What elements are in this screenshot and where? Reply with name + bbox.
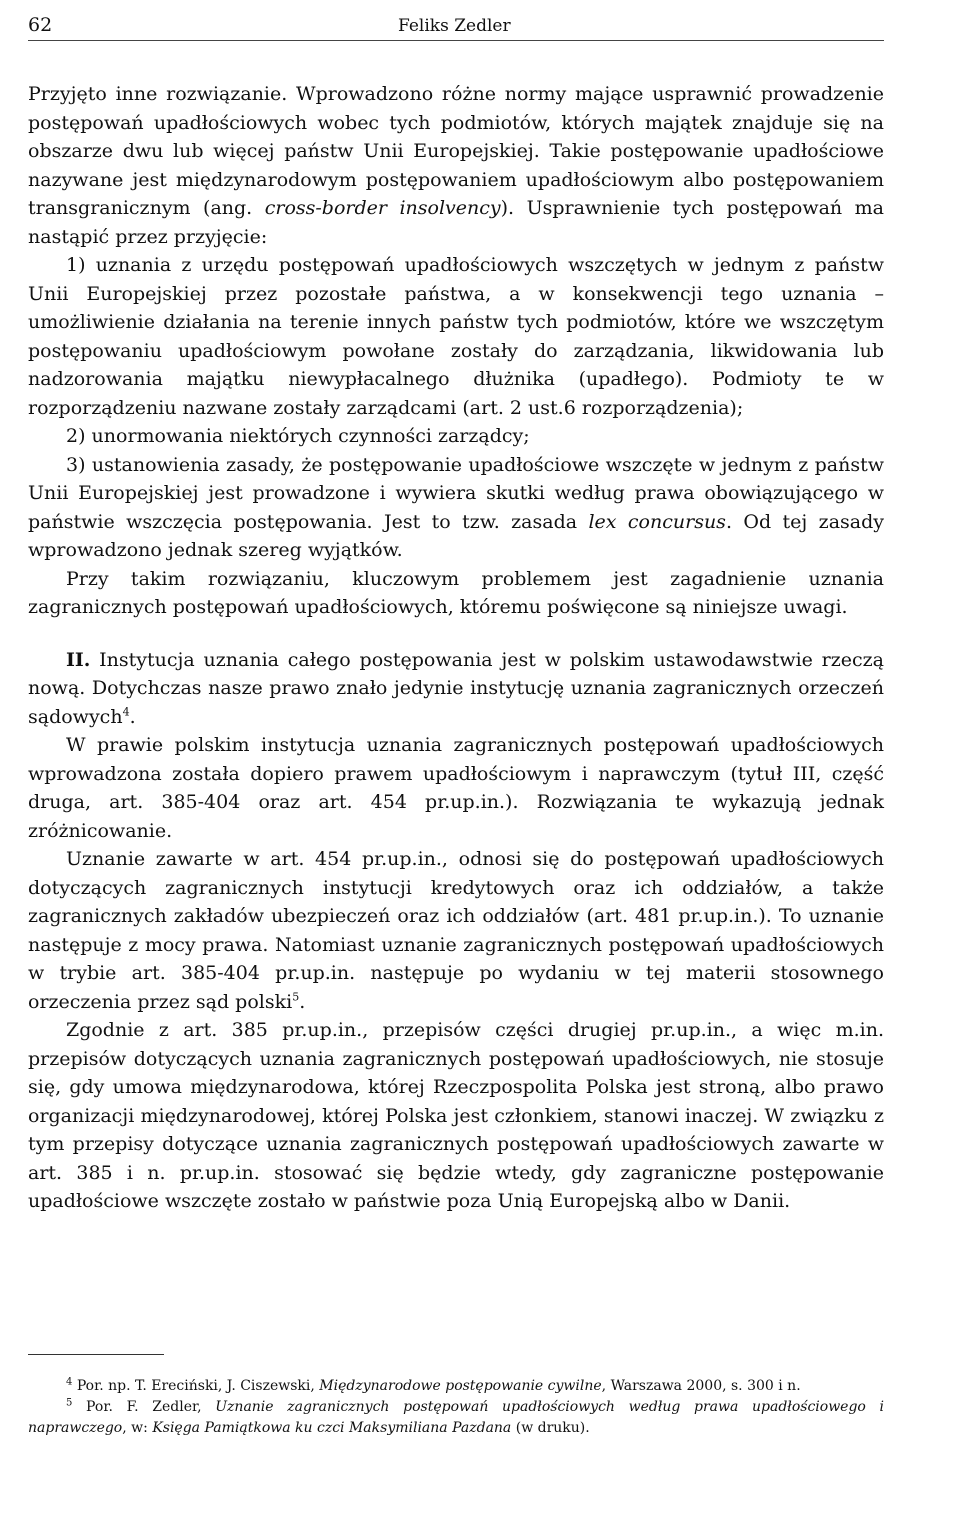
italic-title: Uznanie zagranicznych postępowań upadłościowych według prawa upadłościowego i naprawczego	[28, 1399, 885, 1436]
paragraph	[28, 845, 884, 1016]
text-run: . Od tej zasady wprowadzono jednak szereg wyjątków.	[28, 510, 884, 561]
list-item-1: 1) uznania z urzędu postępowań upadłościowych wszczętych w jednym z państw Unii Europejskiej przez pozostałe państwa, a w konsekwencji tego uznania – umożliwienie działania na terenie innych państw tych podmiotów, które we wszczętym postępowaniu upadłościowym powołane zostały do zarządzania, likwidowania lub nadzorowania majątku niewypłacalnego dłużnika (upadłego). Podmioty te w rozporządzeniu nazwane zostały zarządcami (art. 2 ust.6 rozporządzenia);	[28, 254, 884, 419]
list-item-3	[28, 451, 884, 565]
paragraph: Przy takim rozwiązaniu, kluczowym problemem jest zagadnienie uznania zagranicznych postępowań upadłościowych, któremu poświęcone są niniejsze uwagi.	[28, 567, 884, 618]
section-paragraph	[28, 646, 884, 732]
page-header	[28, 8, 884, 41]
text-run: , w:	[122, 1420, 153, 1436]
text-run: Instytucja uznania całego postępowania jest w polskim ustawodawstwie rzeczą nową. Dotychczas nasze prawo znało jedynie instytucję uznania zagranicznych orzeczeń sądowych	[28, 648, 884, 728]
italic-title: Księga Pamiątkowa ku czci Maksymiliana Pazdana	[152, 1420, 512, 1436]
footnote	[28, 1376, 884, 1397]
paragraph-intro	[28, 80, 884, 251]
list-item-2: 2) unormowania niektórych czynności zarządcy;	[66, 425, 530, 447]
paragraph: W prawie polskim instytucja uznania zagranicznych postępowań upadłościowych wprowadzona została dopiero prawem upadłościowym i naprawczym (tytuł III, część druga, art. 385-404 oraz art. 454 pr.up.in.). Rozwiązania te wykazują jednak zróżnicowanie.	[28, 734, 884, 842]
footnote-mark: 4	[66, 1376, 73, 1388]
italic-title: Międzynarodowe postępowanie cywilne	[319, 1378, 602, 1394]
text-run: 3) ustanowienia zasady, że postępowanie upadłościowe wszczęte w jednym z państw Unii Europejskiej jest prowadzone i wywiera skutki według prawa obowiązującego w państwie wszczęcia postępowania. Jest to tzw. zasada	[28, 453, 884, 533]
text-run: (w druku).	[511, 1420, 590, 1436]
text-run: Przyjęto inne rozwiązanie. Wprowadzono różne normy mające usprawnić prowadzenie postępowań upadłościowych wobec tych podmiotów, których majątek znajduje się na obszarze dwu lub więcej państw Unii Europejskiej. Takie postępowanie upadłościowe nazywane jest międzynarodowym postępowaniem upadłościowym albo postępowaniem transgranicznym (ang.	[28, 83, 884, 219]
page-number: 62	[28, 14, 53, 36]
text-run: Por. np. T. Ereciński, J. Ciszewski,	[72, 1378, 320, 1394]
section-numeral: II.	[66, 648, 91, 671]
running-head: Feliks Zedler	[398, 16, 511, 36]
paragraph: Zgodnie z art. 385 pr.up.in., przepisów części drugiej pr.up.in., a więc m.in. przepisów dotyczących uznania zagranicznych postępowań upadłościowych, nie stosuje się, gdy umowa międzynarodowa, której Rzeczpospolita Polska jest stroną, albo prawo organizacji międzynarodowej, której Polska jest członkiem, stanowi inaczej. W związku z tym przepisy dotyczące uznania zagranicznych postępowań upadłościowych zawarte w art. 385 i n. pr.up.in. stosować się będzie wtedy, gdy zagraniczne postępowanie upadłościowe wszczęte zostało w państwie poza Unią Europejską albo w Danii.	[28, 1019, 884, 1212]
text-run: ). Usprawnienie tych postępowań ma nastąpić przez przyjęcie:	[28, 197, 885, 248]
body-text	[28, 80, 884, 1216]
footnote-ref: 5	[292, 990, 300, 1004]
footnotes	[28, 1376, 884, 1439]
footnote-divider	[28, 1354, 164, 1355]
text-run: .	[299, 990, 306, 1013]
italic-term: cross-border insolvency	[264, 197, 501, 219]
text-run: Uznanie zawarte w art. 454 pr.up.in., odnosi się do postępowań upadłościowych dotyczących zagranicznych instytucji kredytowych oraz ich oddziałów, a także zagranicznych zakładów ubezpieczeń oraz ich oddziałów (art. 481 pr.up.in.). To uznanie następuje z mocy prawa. Natomiast uznanie zagranicznych postępowań upadłościowych w trybie art. 385-404 pr.up.in. następuje po wydaniu w tej materii stosownego orzeczenia przez sąd polski	[28, 848, 884, 1013]
footnote-ref: 4	[122, 705, 130, 719]
footnote-mark: 5	[66, 1397, 73, 1409]
text-run: .	[129, 705, 136, 728]
footnote	[28, 1397, 884, 1439]
text-run: Por. F. Zedler,	[72, 1399, 216, 1415]
italic-term: lex concursus	[588, 510, 726, 533]
text-run: , Warszawa 2000, s. 300 i n.	[601, 1378, 801, 1394]
